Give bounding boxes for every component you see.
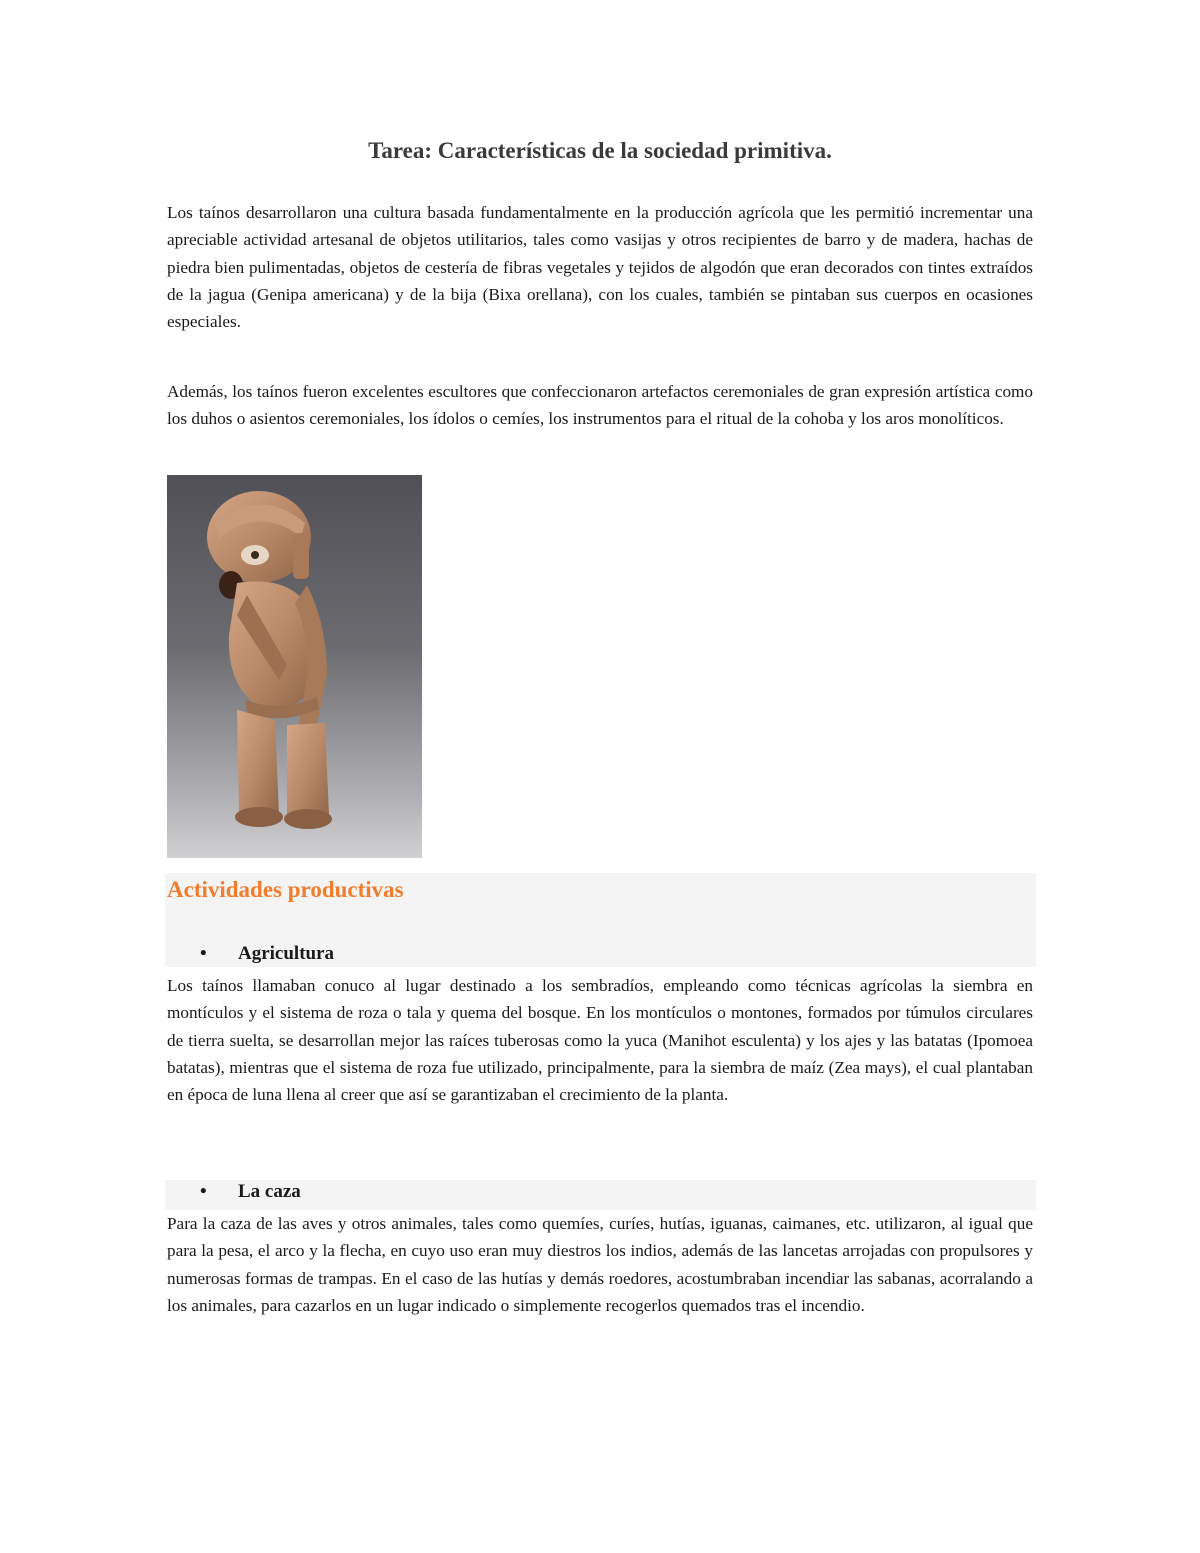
- bullet-label: Agricultura: [238, 943, 335, 964]
- bullet-symbol: •: [200, 1181, 207, 1202]
- bullet-symbol: •: [200, 943, 207, 964]
- la-caza-paragraph: Para la caza de las aves y otros animales, tales como quemíes, curíes, hutías, iguanas, caimanes, etc. utilizaron, al igual que para la pesa, el arco y la flecha, en cuyo uso eran muy diestros los indios, además de las lancetas arrojadas con propulsores y numerosas formas de trampas. En el caso de las hutías y demás roedores, acostumbraban incendiar las sabanas, acorralando a los animales, para cazarlos en un lugar indicado o simplemente recogerlos quemados tras el incendio.: [167, 1214, 1033, 1315]
- intro-paragraph-1: Los taínos desarrollaron una cultura basada fundamentalmente en la producción agrícola que les permitió incrementar una apreciable actividad artesanal de objetos utilitarios, tales como vasijas y otros recipientes de barro y de madera, hachas de piedra bien pulimentadas, objetos de cestería de fibras vegetales y tejidos de algodón que eran decorados con tintes extraídos de la jagua (Genipa americana) y de la bija (Bixa orellana), con los cuales, también se pintaban sus cuerpos en ocasiones especiales.: [167, 203, 1033, 332]
- section-heading: Actividades productivas: [167, 877, 404, 902]
- agricultura-paragraph: Los taínos llamaban conuco al lugar destinado a los sembradíos, empleando como técnicas agrícolas la siembra en montículos y el sistema de roza o tala y quema del bosque. En los montículos o montones, formados por túmulos circulares de tierra suelta, se desarrollan mejor las raíces tuberosas como la yuca (Manihot esculenta) y los ajes y las batatas (Ipomoea batatas), mientras que el sistema de roza fue utilizado, principalmente, para la siembra de maíz (Zea mays), el cual plantaban en época de luna llena al creer que así se garantizaban el crecimiento de la planta.: [167, 976, 1033, 1105]
- intro-paragraph-2: Además, los taínos fueron excelentes escultores que confeccionaron artefactos ceremoniales de gran expresión artística como los duhos o asientos ceremoniales, los ídolos o cemíes, los instrumentos para el ritual de la cohoba y los aros monolíticos.: [167, 382, 1033, 429]
- clay-figurine-illustration: [167, 475, 422, 858]
- page-title: Tarea: Características de la sociedad primitiva.: [368, 138, 832, 163]
- bullet-la-caza: [200, 1181, 301, 1203]
- bullet-agricultura: [200, 943, 334, 965]
- taino-figurine-image: [167, 475, 422, 858]
- bullet-label: La caza: [238, 1181, 301, 1202]
